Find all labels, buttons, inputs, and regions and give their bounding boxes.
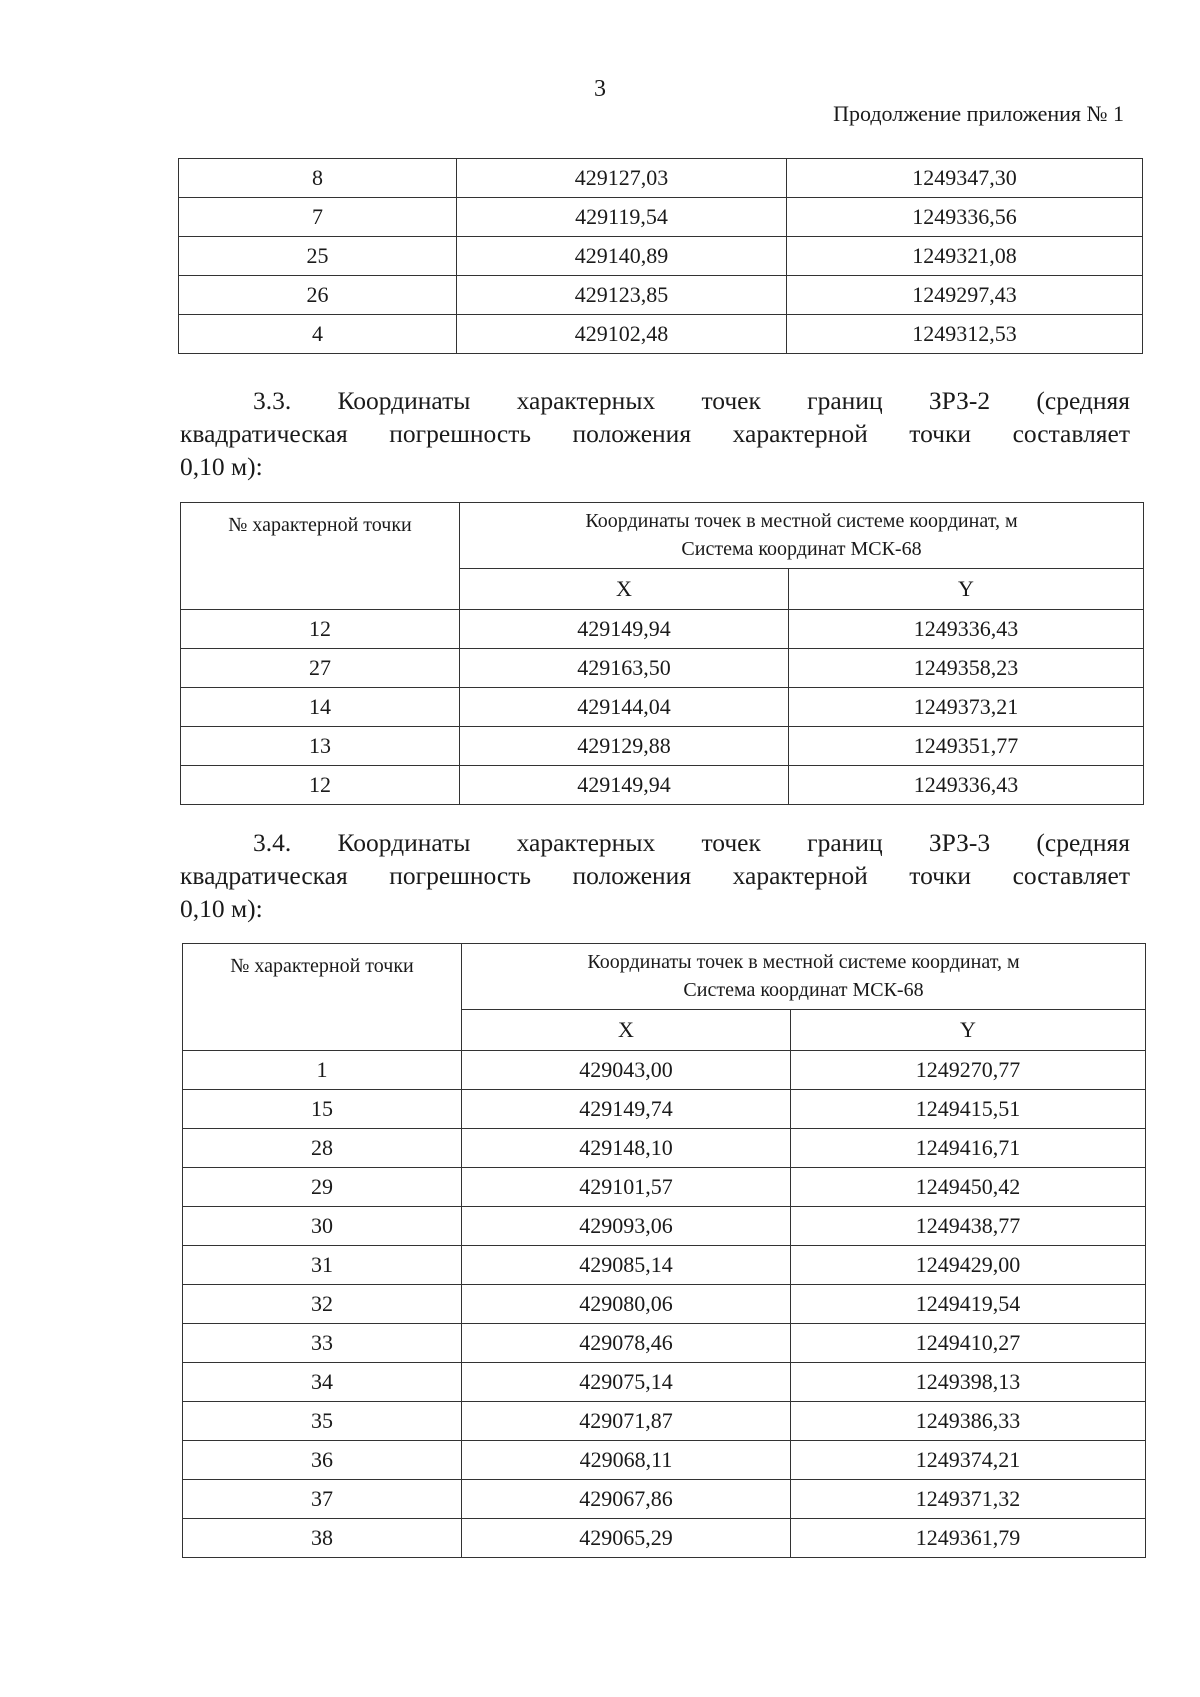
x-coordinate-cell: 429101,57 xyxy=(462,1168,791,1207)
x-coordinate-cell: 429080,06 xyxy=(462,1285,791,1324)
table-row xyxy=(183,1207,1146,1246)
coordinates-table-zrz3 xyxy=(182,943,1146,1558)
x-coordinate-cell: 429144,04 xyxy=(460,688,789,727)
table-row xyxy=(183,1441,1146,1480)
page-number: 3 xyxy=(594,76,606,102)
x-coordinate-cell: 429068,11 xyxy=(462,1441,791,1480)
x-coordinate-cell: 429102,48 xyxy=(457,315,787,354)
section-3-3-paragraph xyxy=(180,384,1130,483)
point-number-cell: 1 xyxy=(183,1051,462,1090)
point-number-cell: 13 xyxy=(181,727,460,766)
header-coordinates xyxy=(462,944,1146,1010)
point-number-cell: 33 xyxy=(183,1324,462,1363)
header-coordinates xyxy=(460,503,1144,569)
table-row xyxy=(183,1246,1146,1285)
x-coordinate-cell: 429163,50 xyxy=(460,649,789,688)
header-coordinates-line-2: Система координат МСК-68 xyxy=(683,979,924,1001)
point-number-cell: 12 xyxy=(181,610,460,649)
y-coordinate-cell: 1249374,21 xyxy=(791,1441,1146,1480)
y-coordinate-cell: 1249415,51 xyxy=(791,1090,1146,1129)
coordinates-table-continued xyxy=(178,158,1143,354)
point-number-cell: 36 xyxy=(183,1441,462,1480)
x-coordinate-cell: 429140,89 xyxy=(457,237,787,276)
y-coordinate-cell: 1249270,77 xyxy=(791,1051,1146,1090)
point-number-cell: 38 xyxy=(183,1519,462,1558)
x-coordinate-cell: 429129,88 xyxy=(460,727,789,766)
table-row xyxy=(181,610,1144,649)
table-row xyxy=(179,198,1143,237)
x-coordinate-cell: 429123,85 xyxy=(457,276,787,315)
header-point-number: № характерной точки xyxy=(181,503,460,610)
y-coordinate-cell: 1249347,30 xyxy=(787,159,1143,198)
appendix-continuation-label: Продолжение приложения № 1 xyxy=(833,101,1124,126)
x-coordinate-cell: 429127,03 xyxy=(457,159,787,198)
section-3-3-line-1: 3.3. Координаты характерных точек границ ЗРЗ-2 (средняя xyxy=(253,386,1130,415)
point-number-cell: 37 xyxy=(183,1480,462,1519)
table-row xyxy=(183,1402,1146,1441)
table-row xyxy=(183,1129,1146,1168)
point-number-cell: 25 xyxy=(179,237,457,276)
x-coordinate-cell: 429043,00 xyxy=(462,1051,791,1090)
section-3-4-paragraph xyxy=(180,826,1130,925)
y-coordinate-cell: 1249351,77 xyxy=(789,727,1144,766)
y-coordinate-cell: 1249438,77 xyxy=(791,1207,1146,1246)
y-coordinate-cell: 1249373,21 xyxy=(789,688,1144,727)
y-coordinate-cell: 1249410,27 xyxy=(791,1324,1146,1363)
x-coordinate-cell: 429078,46 xyxy=(462,1324,791,1363)
x-coordinate-cell: 429149,74 xyxy=(462,1090,791,1129)
table-row xyxy=(181,649,1144,688)
table-row xyxy=(183,1480,1146,1519)
point-number-cell: 26 xyxy=(179,276,457,315)
point-number-cell: 34 xyxy=(183,1363,462,1402)
table-row xyxy=(181,727,1144,766)
table-row xyxy=(183,1051,1146,1090)
y-coordinate-cell: 1249297,43 xyxy=(787,276,1143,315)
y-coordinate-cell: 1249336,43 xyxy=(789,766,1144,805)
y-coordinate-cell: 1249312,53 xyxy=(787,315,1143,354)
x-coordinate-cell: 429071,87 xyxy=(462,1402,791,1441)
header-point-number: № характерной точки xyxy=(183,944,462,1051)
y-coordinate-cell: 1249336,56 xyxy=(787,198,1143,237)
table-row xyxy=(183,1090,1146,1129)
table-body xyxy=(179,159,1143,354)
x-coordinate-cell: 429085,14 xyxy=(462,1246,791,1285)
header-x: X xyxy=(462,1010,791,1051)
table-row xyxy=(181,688,1144,727)
point-number-cell: 32 xyxy=(183,1285,462,1324)
point-number-cell: 30 xyxy=(183,1207,462,1246)
y-coordinate-cell: 1249398,13 xyxy=(791,1363,1146,1402)
section-3-4-line-3: 0,10 м): xyxy=(180,894,263,923)
table-row xyxy=(183,1168,1146,1207)
x-coordinate-cell: 429119,54 xyxy=(457,198,787,237)
section-3-4-line-2: квадратическая погрешность положения характерной точки составляет xyxy=(180,861,1130,890)
table-row xyxy=(179,315,1143,354)
y-coordinate-cell: 1249429,00 xyxy=(791,1246,1146,1285)
table-row xyxy=(181,766,1144,805)
y-coordinate-cell: 1249419,54 xyxy=(791,1285,1146,1324)
x-coordinate-cell: 429067,86 xyxy=(462,1480,791,1519)
x-coordinate-cell: 429065,29 xyxy=(462,1519,791,1558)
x-coordinate-cell: 429075,14 xyxy=(462,1363,791,1402)
table-body xyxy=(181,610,1144,805)
header-coordinates-line-2: Система координат МСК-68 xyxy=(681,538,922,560)
y-coordinate-cell: 1249361,79 xyxy=(791,1519,1146,1558)
x-coordinate-cell: 429149,94 xyxy=(460,766,789,805)
point-number-cell: 7 xyxy=(179,198,457,237)
point-number-cell: 12 xyxy=(181,766,460,805)
point-number-cell: 4 xyxy=(179,315,457,354)
point-number-cell: 31 xyxy=(183,1246,462,1285)
point-number-cell: 27 xyxy=(181,649,460,688)
y-coordinate-cell: 1249336,43 xyxy=(789,610,1144,649)
section-3-3-line-2: квадратическая погрешность положения характерной точки составляет xyxy=(180,419,1130,448)
table-body xyxy=(183,1051,1146,1558)
point-number-cell: 28 xyxy=(183,1129,462,1168)
point-number-cell: 29 xyxy=(183,1168,462,1207)
point-number-cell: 15 xyxy=(183,1090,462,1129)
y-coordinate-cell: 1249416,71 xyxy=(791,1129,1146,1168)
section-3-4-line-1: 3.4. Координаты характерных точек границ ЗРЗ-3 (средняя xyxy=(253,828,1130,857)
point-number-cell: 14 xyxy=(181,688,460,727)
point-number-cell: 8 xyxy=(179,159,457,198)
coordinates-table-zrz2 xyxy=(180,502,1144,805)
table-row xyxy=(183,1519,1146,1558)
y-coordinate-cell: 1249371,32 xyxy=(791,1480,1146,1519)
table-row xyxy=(183,1324,1146,1363)
header-y: Y xyxy=(791,1010,1146,1051)
y-coordinate-cell: 1249386,33 xyxy=(791,1402,1146,1441)
table-row xyxy=(183,1285,1146,1324)
point-number-cell: 35 xyxy=(183,1402,462,1441)
section-3-3-line-3: 0,10 м): xyxy=(180,452,263,481)
y-coordinate-cell: 1249358,23 xyxy=(789,649,1144,688)
header-coordinates-line-1: Координаты точек в местной системе координат, м xyxy=(587,951,1020,973)
table-row xyxy=(183,1363,1146,1402)
header-x: X xyxy=(460,569,789,610)
x-coordinate-cell: 429093,06 xyxy=(462,1207,791,1246)
x-coordinate-cell: 429149,94 xyxy=(460,610,789,649)
y-coordinate-cell: 1249450,42 xyxy=(791,1168,1146,1207)
table-row xyxy=(179,237,1143,276)
header-coordinates-line-1: Координаты точек в местной системе координат, м xyxy=(585,510,1018,532)
table-row xyxy=(179,159,1143,198)
x-coordinate-cell: 429148,10 xyxy=(462,1129,791,1168)
table-row xyxy=(179,276,1143,315)
y-coordinate-cell: 1249321,08 xyxy=(787,237,1143,276)
header-y: Y xyxy=(789,569,1144,610)
